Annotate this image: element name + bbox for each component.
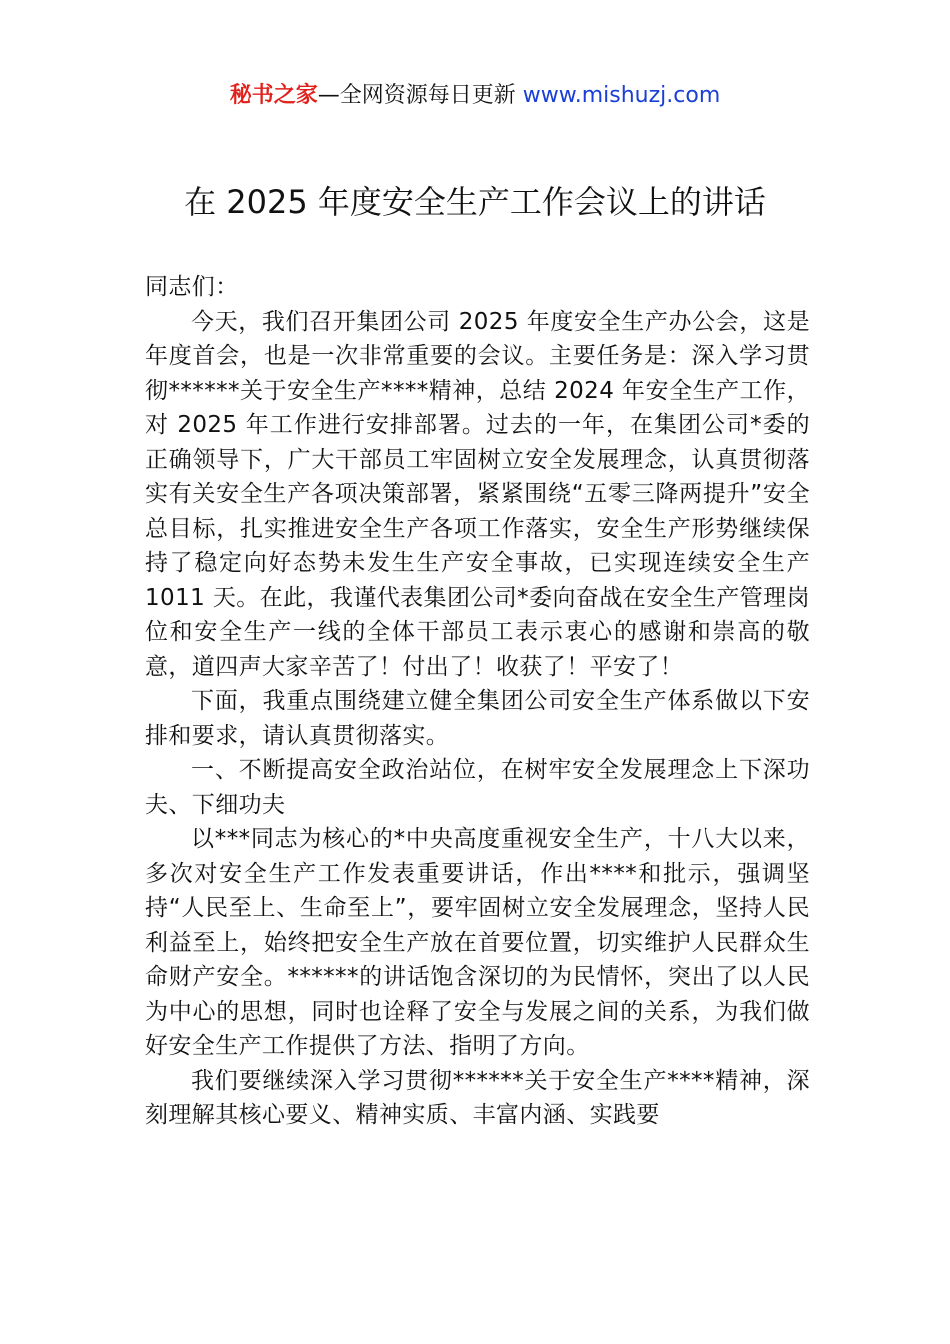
body-paragraph: 下面，我重点围绕建立健全集团公司安全生产体系做以下安排和要求，请认真贯彻落实。	[145, 688, 810, 749]
site-tagline: —全网资源每日更新	[317, 83, 516, 108]
section-heading: 一、不断提高安全政治站位，在树牢安全发展理念上下深功夫、下细功夫	[145, 757, 810, 818]
site-brand: 秘书之家	[229, 83, 318, 108]
site-url-link[interactable]: www.mishuzj.com	[522, 83, 721, 108]
salutation: 同志们：	[145, 274, 239, 300]
body-paragraph: 以***同志为核心的*中央高度重视安全生产，十八大以来，多次对安全生产工作发表重要讲话，作出****和批示，强调坚持“人民至上、生命至上”，要牢固树立安全发展理念，坚持人民利益至上，始终把安全生产放在首要位置，切实维护人民群众生命财产安全。******的讲话饱含深切的为民情怀，突出了以人民为中心的思想，同时也诠释了安全与发展之间的关系，为我们做好安全生产工作提供了方法、指明了方向。	[145, 826, 810, 1059]
body-paragraph: 今天，我们召开集团公司 2025 年度安全生产办公会，这是年度首会，也是一次非常重要的会议。主要任务是：深入学习贯彻******关于安全生产****精神，总结 2024 年安全生产工作，对 2025 年工作进行安排部署。过去的一年，在集团公司*委的正确领导下，广大干部员工牢固树立安全发展理念，认真贯彻落实有关安全生产各项决策部署，紧紧围绕“五零三降两提升”安全总目标，扎实推进安全生产各项工作落实，安全生产形势继续保持了稳定向好态势未发生生产安全事故，已实现连续安全生产 1011 天。在此，我谨代表集团公司*委向奋战在安全生产管理岗位和安全生产一线的全体干部员工表示衷心的感谢和崇高的敬意，道四声大家辛苦了！付出了！收获了！平安了！	[145, 308, 810, 680]
document-title: 在 2025 年度安全生产工作会议上的讲话	[184, 183, 766, 221]
body-paragraph: 我们要继续深入学习贯彻******关于安全生产****精神，深刻理解其核心要义、精神实质、丰富内涵、实践要	[145, 1067, 810, 1128]
document-body	[145, 270, 810, 1133]
site-header	[0, 80, 950, 112]
